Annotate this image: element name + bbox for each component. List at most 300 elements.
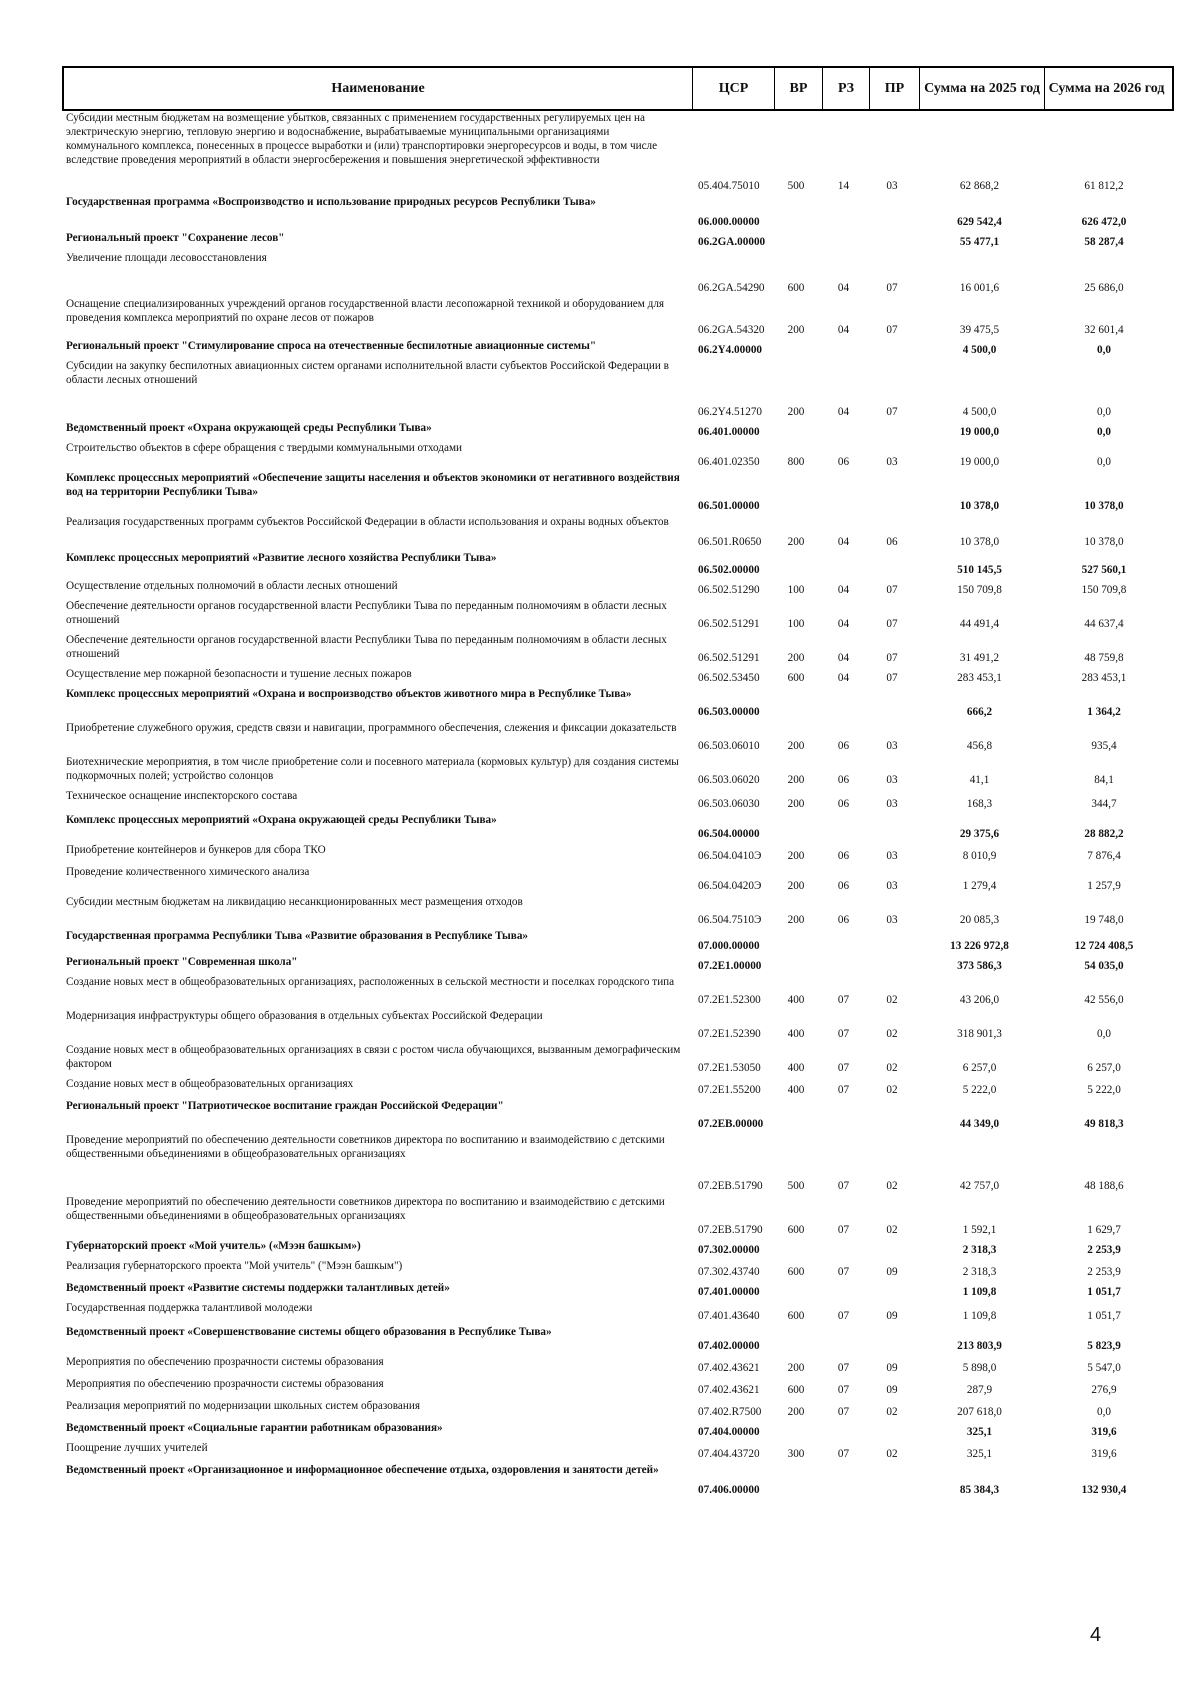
table-row [62,721,1174,755]
table-row [62,1281,1174,1301]
table-row [62,687,1174,721]
row-sum2026: 283 453,1 [1081,672,1127,684]
row-rz [820,1281,867,1301]
row-csr: 06.504.7510Э [698,914,762,926]
row-sum2026: 1 051,7 [1087,1310,1121,1322]
col-pr-header: ПР [869,68,919,109]
row-csr: 06.504.0410Э [698,850,762,862]
row-name: Осуществление мер пожарной безопасности и тушение лесных пожаров [66,668,412,680]
table-row [62,929,1174,955]
row-sum2025: 16 001,6 [959,282,1000,294]
row-vr: 800 [787,456,805,468]
row-name: Ведомственный проект «Охрана окружающей среды Республики Тыва» [66,422,432,434]
table-row [62,1355,1174,1377]
table-row [62,1421,1174,1441]
row-pr: 06 [886,536,898,548]
row-name: Региональный проект "Патриотическое воспитание граждан Российской Федерации" [66,1100,504,1112]
row-name: Создание новых мест в общеобразовательных организациях [66,1078,354,1090]
row-sum2026: 276,9 [1091,1384,1117,1396]
row-sum2025: 666,2 [966,706,993,718]
row-pr [867,339,917,359]
row-pr [867,687,917,721]
row-sum2026: 25 686,0 [1084,282,1124,294]
row-pr: 03 [886,914,898,926]
row-csr: 06.501.R0650 [698,536,762,548]
row-pr [867,471,917,515]
row-pr: 03 [886,798,898,810]
row-rz: 14 [837,180,850,192]
row-csr: 07.2E1.55200 [698,1084,761,1096]
row-pr: 09 [886,1384,898,1396]
row-rz: 04 [837,618,850,630]
table-row [62,1009,1174,1043]
row-name: Создание новых мест в общеобразовательных организациях в связи с ростом числа обучающихся, вызванным демографическим фактором [66,1044,681,1070]
row-name: Государственная программа Республики Тыва «Развитие образования в Республике Тыва» [66,930,529,942]
table-row [62,1301,1174,1325]
row-name: Приобретение контейнеров и бункеров для сбора ТКО [66,844,326,856]
row-vr: 600 [787,1310,805,1322]
row-pr [867,195,917,231]
table-body [62,111,1174,1499]
table-row [62,1463,1174,1499]
row-sum2025: 510 145,5 [957,564,1002,576]
row-name: Мероприятия по обеспечению прозрачности системы образования [66,1378,384,1390]
row-sum2026: 0,0 [1097,344,1111,356]
row-sum2025: 10 378,0 [959,536,1000,548]
row-rz [820,1325,867,1355]
row-sum2025: 41,1 [969,774,990,786]
row-csr: 06.2GA.54320 [698,324,765,336]
row-pr: 03 [886,180,898,192]
row-csr: 07.2E1.52300 [698,994,761,1006]
row-sum2026: 6 257,0 [1087,1062,1121,1074]
table-row [62,633,1174,667]
table-row [62,1441,1174,1463]
row-pr: 03 [886,880,898,892]
row-vr [772,471,820,515]
row-csr: 07.2E1.00000 [698,960,762,972]
col-name-header: Наименование [331,80,425,96]
row-vr: 300 [787,1448,805,1460]
row-vr: 200 [787,774,805,786]
table-row [62,895,1174,929]
row-sum2026: 19 748,0 [1084,914,1124,926]
row-vr: 500 [787,180,805,192]
row-sum2026: 12 724 408,5 [1074,940,1134,952]
row-rz: 07 [837,1028,850,1040]
row-sum2026: 0,0 [1097,426,1111,438]
row-sum2025: 456,8 [966,740,993,752]
row-sum2025: 31 491,2 [959,652,1000,664]
row-name: Проведение мероприятий по обеспечению деятельности советников директора по воспитанию и взаимодействию с детскими общественными объединениями в общеобразовательных организациях [66,1196,665,1222]
row-vr [772,1421,820,1441]
col-sum2025-header: Сумма на 2025 год [919,68,1044,109]
row-vr [772,1281,820,1301]
row-vr: 500 [787,1180,805,1192]
row-name: Субсидии местным бюджетам на ликвидацию несанкционированных мест размещения отходов [66,896,523,908]
table-row [62,579,1174,599]
row-pr: 07 [886,672,898,684]
row-name: Государственная поддержка талантливой молодежи [66,1302,313,1314]
row-sum2026: 0,0 [1097,456,1111,468]
budget-page [62,66,1174,1499]
row-sum2026: 2 253,9 [1087,1266,1121,1278]
table-row [62,1077,1174,1099]
row-csr: 07.402.R7500 [698,1406,762,1418]
row-pr [867,1325,917,1355]
row-pr: 07 [886,406,898,418]
row-vr: 200 [787,1362,805,1374]
row-vr [772,955,820,975]
row-rz: 06 [837,914,850,926]
row-sum2025: 2 318,3 [962,1244,997,1256]
row-sum2025: 42 757,0 [959,1180,1000,1192]
table-row [62,1195,1174,1239]
row-sum2026: 132 930,4 [1081,1484,1127,1496]
row-csr: 07.402.43621 [698,1384,760,1396]
row-name: Осуществление отдельных полномочий в области лесных отношений [66,580,398,592]
table-row [62,515,1174,551]
row-sum2025: 19 000,0 [959,426,1000,438]
row-name: Создание новых мест в общеобразовательных организациях, расположенных в сельской местности и поселках городского типа [66,976,675,988]
row-csr: 06.000.00000 [698,216,760,228]
row-sum2026: 1 629,7 [1087,1224,1121,1236]
row-sum2026: 319,6 [1091,1426,1117,1438]
row-name: Приобретение служебного оружия, средств связи и навигации, программного обеспечения, слежения и фиксации доказательств [66,722,677,734]
table-header [62,66,1174,111]
row-pr [867,1281,917,1301]
row-name: Комплекс процессных мероприятий «Охрана окружающей среды Республики Тыва» [66,814,497,826]
row-sum2025: 283 453,1 [957,672,1002,684]
row-vr: 200 [787,652,805,664]
row-rz [820,1421,867,1441]
table-row [62,813,1174,843]
row-sum2025: 629 542,4 [957,216,1002,228]
row-csr: 07.2EB.51790 [698,1180,763,1192]
row-csr: 07.401.43640 [698,1310,760,1322]
row-rz: 07 [837,994,850,1006]
table-row [62,111,1174,195]
row-csr: 06.503.00000 [698,706,760,718]
row-sum2025: 4 500,0 [962,406,997,418]
table-row [62,1259,1174,1281]
row-sum2026: 44 637,4 [1084,618,1124,630]
table-row [62,551,1174,579]
table-row [62,339,1174,359]
row-rz [820,551,867,579]
row-csr: 07.2E1.53050 [698,1062,761,1074]
row-pr: 02 [886,1448,898,1460]
row-name: Техническое оснащение инспекторского состава [66,790,298,802]
row-pr: 03 [886,456,898,468]
row-sum2026: 48 759,8 [1084,652,1124,664]
row-vr [772,929,820,955]
row-name: Увеличение площади лесовосстановления [66,252,267,264]
row-sum2025: 44 491,4 [959,618,1000,630]
table-row [62,251,1174,297]
row-rz: 04 [837,652,850,664]
row-sum2026: 49 818,3 [1084,1118,1124,1130]
row-vr: 400 [787,1084,805,1096]
table-row [62,955,1174,975]
row-sum2025: 5 898,0 [962,1362,997,1374]
row-pr [867,1463,917,1499]
row-sum2025: 325,1 [966,1448,993,1460]
row-csr: 07.2EB.00000 [698,1118,764,1130]
row-sum2025: 207 618,0 [957,1406,1002,1418]
row-sum2025: 287,9 [966,1384,993,1396]
row-name: Губернаторский проект «Мой учитель» («Мээн башкым») [66,1240,361,1252]
row-vr [772,1325,820,1355]
row-name: Ведомственный проект «Совершенствование системы общего образования в Республике Тыва» [66,1326,552,1338]
row-rz [820,929,867,955]
row-sum2026: 5 222,0 [1087,1084,1121,1096]
row-pr [867,1239,917,1259]
row-csr: 06.502.51290 [698,584,760,596]
row-name: Обеспечение деятельности органов государственной власти Республики Тыва по переданным полномочиям в области лесных отношений [66,600,667,626]
row-rz: 04 [837,584,850,596]
row-name: Субсидии на закупку беспилотных авиационных систем органами исполнительной власти субъектов Российской Федерации в области лесных отношений [66,360,669,386]
row-sum2025: 373 586,3 [957,960,1002,972]
row-rz: 07 [837,1406,850,1418]
row-rz [820,471,867,515]
row-sum2025: 2 318,3 [962,1266,997,1278]
table-row [62,195,1174,231]
row-pr [867,551,917,579]
row-name: Поощрение лучших учителей [66,1442,208,1454]
row-rz: 06 [837,850,850,862]
row-csr: 07.402.00000 [698,1340,760,1352]
row-sum2026: 84,1 [1094,774,1114,786]
row-rz: 06 [837,456,850,468]
row-name: Комплекс процессных мероприятий «Развитие лесного хозяйства Республики Тыва» [66,552,497,564]
row-sum2025: 318 901,3 [957,1028,1002,1040]
row-rz: 06 [837,774,850,786]
row-sum2026: 935,4 [1091,740,1117,752]
table-row [62,471,1174,515]
row-sum2026: 61 812,2 [1084,180,1124,192]
row-pr: 07 [886,282,898,294]
row-vr: 200 [787,798,805,810]
row-vr: 400 [787,1062,805,1074]
row-vr: 200 [787,536,805,548]
row-rz: 04 [837,324,850,336]
row-pr: 03 [886,850,898,862]
row-vr: 200 [787,740,805,752]
row-name: Государственная программа «Воспроизводство и использование природных ресурсов Республики Тыва» [66,196,596,208]
row-sum2026: 626 472,0 [1081,216,1127,228]
row-csr: 06.503.06030 [698,798,760,810]
row-csr: 06.401.00000 [698,426,760,438]
row-sum2026: 0,0 [1097,1028,1111,1040]
row-rz: 07 [837,1266,850,1278]
row-csr: 07.406.00000 [698,1484,760,1496]
row-vr: 100 [787,618,805,630]
row-csr: 06.504.00000 [698,828,760,840]
row-pr: 07 [886,618,898,630]
row-csr: 06.504.0420Э [698,880,762,892]
row-vr: 400 [787,994,805,1006]
table-row [62,1377,1174,1399]
row-rz: 07 [837,1362,850,1374]
row-pr: 09 [886,1266,898,1278]
row-sum2026: 5 823,9 [1087,1340,1121,1352]
row-sum2026: 5 547,0 [1087,1362,1121,1374]
row-csr: 06.503.06020 [698,774,760,786]
row-pr: 09 [886,1362,898,1374]
row-name: Ведомственный проект «Социальные гарантии работникам образования» [66,1422,443,1434]
row-vr [772,1463,820,1499]
row-sum2025: 5 222,0 [962,1084,997,1096]
row-vr [772,1099,820,1133]
row-sum2026: 28 882,2 [1084,828,1124,840]
row-rz: 07 [837,1062,850,1074]
row-sum2026: 1 257,9 [1087,880,1121,892]
row-pr [867,1099,917,1133]
row-sum2026: 10 378,0 [1084,500,1124,512]
row-name: Строительство объектов в сфере обращения с твердыми коммунальными отходами [66,442,463,454]
row-csr: 06.2Y4.51270 [698,406,763,418]
row-vr [772,195,820,231]
row-name: Реализация государственных программ субъектов Российской Федерации в области использования и охраны водных объектов [66,516,669,528]
row-rz: 07 [837,1084,850,1096]
row-rz: 07 [837,1384,850,1396]
row-vr: 200 [787,880,805,892]
row-csr: 06.401.02350 [698,456,760,468]
row-vr [772,231,820,251]
row-vr: 200 [787,914,805,926]
col-vr-header: ВР [774,68,822,109]
table-row [62,1325,1174,1355]
row-rz [820,1463,867,1499]
row-rz: 07 [837,1448,850,1460]
row-name: Субсидии местным бюджетам на возмещение убытков, связанных с применением государственных регулируемых цен на электрическую энергию, тепловую энергию и водоснабжение, вырабатываемые муниципальными организациями коммунального комплекса, понесенных в процессе выработки и (или) транспортировки энергоресурсов и воды, в том числе вследствие проведения мероприятий в области энергосбережения и повышения энергетической эффективности [66,112,658,166]
row-rz [820,1239,867,1259]
row-vr: 600 [787,282,805,294]
row-vr: 200 [787,406,805,418]
row-vr: 100 [787,584,805,596]
row-sum2026: 42 556,0 [1084,994,1124,1006]
row-csr: 06.502.51291 [698,652,760,664]
row-csr: 05.404.75010 [698,180,760,192]
row-sum2025: 1 109,8 [962,1286,997,1298]
row-vr [772,1239,820,1259]
col-csr-header: ЦСР [692,68,774,109]
row-rz: 06 [837,740,850,752]
row-sum2025: 29 375,6 [959,828,1000,840]
table-row [62,1239,1174,1259]
table-row [62,843,1174,865]
row-vr [772,687,820,721]
row-sum2025: 8 010,9 [962,850,997,862]
row-rz: 07 [837,1224,850,1236]
row-csr: 06.502.53450 [698,672,760,684]
table-row [62,789,1174,813]
row-vr: 600 [787,672,805,684]
row-sum2026: 2 253,9 [1087,1244,1121,1256]
row-vr: 600 [787,1266,805,1278]
table-row [62,599,1174,633]
row-sum2026: 1 364,2 [1087,706,1121,718]
table-row [62,667,1174,687]
row-csr: 07.302.43740 [698,1266,760,1278]
table-row [62,421,1174,441]
col-rz-header: РЗ [822,68,869,109]
row-pr: 02 [886,1062,898,1074]
row-csr: 06.2GA.54290 [698,282,765,294]
row-csr: 06.502.00000 [698,564,760,576]
table-row [62,755,1174,789]
row-name: Ведомственный проект «Организационное и информационное обеспечение отдыха, оздоровления и занятости детей» [66,1464,659,1476]
row-sum2026: 48 188,6 [1084,1180,1124,1192]
row-sum2025: 150 709,8 [957,584,1002,596]
row-sum2025: 43 206,0 [959,994,1000,1006]
row-rz: 07 [837,1310,850,1322]
row-rz [820,813,867,843]
row-sum2025: 1 592,1 [962,1224,997,1236]
row-csr: 06.2GA.00000 [698,236,766,248]
row-csr: 06.503.06010 [698,740,760,752]
row-csr: 07.402.43621 [698,1362,760,1374]
col-sum2026-header: Сумма на 2026 год [1044,68,1168,109]
row-vr: 200 [787,1406,805,1418]
row-sum2026: 54 035,0 [1084,960,1124,972]
row-vr [772,551,820,579]
row-pr [867,231,917,251]
row-vr: 200 [787,850,805,862]
row-name: Модернизация инфраструктуры общего образования в отдельных субъектах Российской Федерации [66,1010,543,1022]
row-csr: 06.2Y4.00000 [698,344,763,356]
row-name: Биотехнические мероприятия, в том числе приобретение соли и посевного материала (кормовых культур) для создания системы подкормочных полей; устройство солонцов [66,756,679,782]
row-sum2026: 10 378,0 [1084,536,1124,548]
table-row [62,359,1174,421]
row-sum2026: 7 876,4 [1087,850,1121,862]
row-rz [820,687,867,721]
row-sum2025: 85 384,3 [959,1484,1000,1496]
row-vr: 200 [787,324,805,336]
row-name: Комплекс процессных мероприятий «Охрана и воспроизводство объектов животного мира в Республике Тыва» [66,688,632,700]
row-rz [820,955,867,975]
row-pr: 02 [886,1406,898,1418]
row-csr: 07.2EB.51790 [698,1224,763,1236]
row-name: Реализация губернаторского проекта "Мой учитель" ("Мээн башкым") [66,1260,403,1272]
row-sum2026: 32 601,4 [1084,324,1124,336]
table-row [62,865,1174,895]
row-name: Региональный проект "Сохранение лесов" [66,232,285,244]
row-rz: 07 [837,1180,850,1192]
row-pr [867,1421,917,1441]
row-pr: 02 [886,994,898,1006]
row-sum2026: 0,0 [1097,1406,1111,1418]
table-row [62,1133,1174,1195]
row-pr [867,813,917,843]
row-vr: 600 [787,1224,805,1236]
row-rz [820,231,867,251]
row-name: Обеспечение деятельности органов государственной власти Республики Тыва по переданным полномочиям в области лесных отношений [66,634,667,660]
row-name: Мероприятия по обеспечению прозрачности системы образования [66,1356,384,1368]
row-rz [820,195,867,231]
row-pr: 02 [886,1028,898,1040]
row-pr: 03 [886,740,898,752]
row-pr: 07 [886,584,898,596]
row-pr: 09 [886,1310,898,1322]
row-pr: 07 [886,324,898,336]
row-csr: 07.401.00000 [698,1286,760,1298]
table-row [62,1399,1174,1421]
row-name: Проведение мероприятий по обеспечению деятельности советников директора по воспитанию и взаимодействию с детскими общественными объединениями в общеобразовательных организациях [66,1134,665,1160]
row-name: Комплекс процессных мероприятий «Обеспечение защиты населения и объектов экономики от негативного воздействия вод на территории Республики Тыва» [66,472,680,498]
row-rz: 04 [837,672,850,684]
